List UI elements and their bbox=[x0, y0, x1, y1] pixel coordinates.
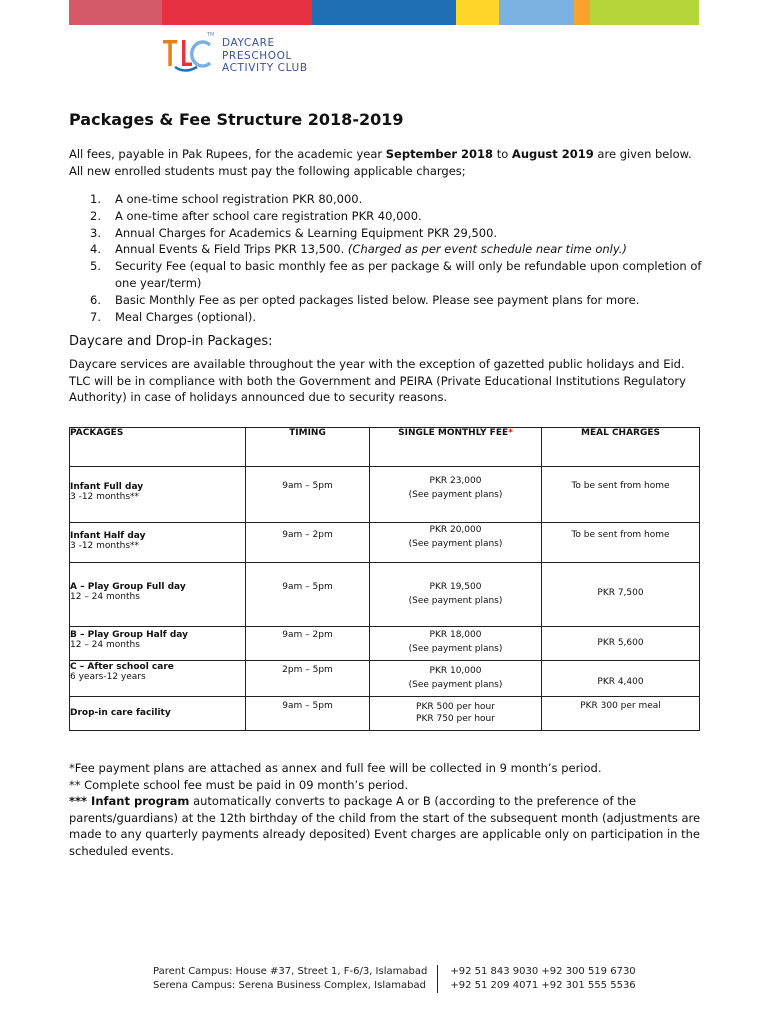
table-row bbox=[70, 563, 700, 627]
logo-line-preschool: PRESCHOOL bbox=[222, 49, 292, 62]
fee-header-asterisk: * bbox=[508, 428, 513, 438]
fee-amount: PKR 10,000 bbox=[429, 666, 482, 676]
footer-phone-2: +92 51 209 4071 +92 301 555 5536 bbox=[450, 980, 636, 991]
meal-cell: PKR 300 per meal bbox=[542, 697, 700, 731]
package-name: Infant Half day bbox=[70, 531, 146, 541]
charge-text: Annual Events & Field Trips PKR 13,500. bbox=[115, 242, 348, 257]
color-band bbox=[574, 0, 590, 25]
package-age: 3 -12 months** bbox=[70, 541, 140, 551]
intro-start-month: September 2018 bbox=[385, 147, 494, 161]
package-age: 12 – 24 months bbox=[70, 640, 140, 650]
list-text bbox=[115, 208, 709, 225]
fee-cell bbox=[370, 697, 542, 731]
charge-text: Meal Charges (optional). bbox=[115, 309, 257, 324]
column-header-timing: TIMING bbox=[246, 428, 370, 467]
intro-text: to bbox=[493, 147, 512, 161]
list-number: 2. bbox=[90, 208, 101, 223]
header-color-bar bbox=[69, 0, 699, 25]
package-cell bbox=[70, 661, 246, 697]
color-band bbox=[499, 0, 574, 25]
tlc-logo bbox=[163, 34, 308, 75]
daycare-heading-colon: : bbox=[268, 334, 273, 349]
list-number: 6. bbox=[90, 292, 101, 307]
intro-line-2: All new enrolled students must pay the following applicable charges; bbox=[69, 163, 466, 178]
logo-text bbox=[222, 37, 308, 75]
fee-amount: PKR 19,500 bbox=[429, 582, 482, 592]
charge-text: Security Fee (equal to basic monthly fee as per package & will only be refundable upon completion of one year/term) bbox=[115, 259, 702, 290]
list-item bbox=[69, 241, 709, 258]
footnote-infant-program bbox=[69, 793, 709, 859]
meal-cell: To be sent from home bbox=[542, 523, 700, 563]
fee-plan: (See payment plans) bbox=[408, 490, 503, 500]
table-row bbox=[70, 697, 700, 731]
meal-cell: PKR 5,600 bbox=[542, 627, 700, 661]
list-text bbox=[115, 258, 709, 292]
list-text bbox=[115, 309, 709, 326]
column-header-meal: MEAL CHARGES bbox=[542, 428, 700, 467]
footer-addresses bbox=[153, 965, 438, 993]
table-row bbox=[70, 627, 700, 661]
footer-parent-campus: Parent Campus: House #37, Street 1, F-6/3, Islamabad bbox=[153, 966, 428, 977]
timing-cell: 2pm – 5pm bbox=[246, 661, 370, 697]
fee-amount: PKR 18,000 bbox=[429, 630, 482, 640]
color-band bbox=[312, 0, 456, 25]
list-item bbox=[69, 191, 709, 208]
logo-line-daycare: DAYCARE bbox=[222, 37, 275, 49]
color-band bbox=[69, 0, 162, 25]
charge-text: Annual Charges for Academics & Learning Equipment PKR 29,500. bbox=[115, 225, 498, 240]
package-name: C – After school care bbox=[70, 662, 174, 672]
infant-program-text: automatically converts to package A or B (according to the preference of the parents/guardians) at the 12th birthday of the child from the start of the subsequent month (adjustments are made to any quarterly payments already deposited) Event charges are applicable only on participation in the scheduled events. bbox=[69, 794, 701, 858]
charge-note: (Charged as per event schedule near time only.) bbox=[347, 242, 627, 257]
intro-end-month: August 2019 bbox=[511, 147, 594, 161]
column-header-packages: PACKAGES bbox=[70, 428, 246, 467]
list-text bbox=[115, 225, 709, 242]
table-row bbox=[70, 523, 700, 563]
list-number: 3. bbox=[90, 225, 101, 240]
list-text bbox=[115, 292, 709, 309]
list-item bbox=[69, 258, 709, 292]
charge-text: A one-time school registration PKR 80,000. bbox=[115, 192, 363, 206]
packages-table bbox=[69, 427, 700, 731]
logo-mark bbox=[163, 34, 215, 74]
fee-header-text: SINGLE MONTHLY FEE bbox=[398, 428, 509, 438]
package-cell bbox=[70, 697, 246, 731]
package-cell bbox=[70, 467, 246, 523]
intro-text: are given below. bbox=[593, 147, 692, 161]
fee-cell bbox=[370, 467, 542, 523]
color-band bbox=[590, 0, 699, 25]
list-text bbox=[115, 191, 709, 208]
package-name: B – Play Group Half day bbox=[70, 630, 188, 640]
column-header-fee bbox=[370, 428, 542, 467]
daycare-heading bbox=[69, 334, 273, 349]
table-row bbox=[70, 467, 700, 523]
table-row bbox=[70, 661, 700, 697]
meal-cell: PKR 7,500 bbox=[542, 563, 700, 627]
logo-line-activity-club: ACTIVITY CLUB bbox=[222, 62, 308, 74]
page-title: Packages & Fee Structure 2018-2019 bbox=[69, 110, 404, 129]
meal-cell: PKR 4,400 bbox=[542, 661, 700, 697]
intro-paragraph bbox=[69, 146, 709, 179]
footer-phones bbox=[438, 965, 635, 993]
package-name: A – Play Group Full day bbox=[70, 582, 186, 592]
daycare-heading-text: Daycare and Drop-in Packages bbox=[69, 334, 269, 349]
fee-plan: (See payment plans) bbox=[408, 596, 503, 606]
infant-program-label: *** Infant program bbox=[69, 794, 190, 808]
package-cell bbox=[70, 563, 246, 627]
fee-amount: PKR 20,000 bbox=[429, 525, 482, 535]
fee-amount: PKR 23,000 bbox=[429, 476, 482, 486]
table-header-row bbox=[70, 428, 700, 467]
list-item bbox=[69, 309, 709, 326]
color-band bbox=[456, 0, 499, 25]
timing-cell: 9am – 5pm bbox=[246, 697, 370, 731]
package-cell bbox=[70, 523, 246, 563]
package-age: 12 – 24 months bbox=[70, 592, 140, 602]
intro-text: All fees, payable in Pak Rupees, for the academic year bbox=[69, 147, 386, 161]
timing-cell: 9am – 5pm bbox=[246, 467, 370, 523]
meal-cell: To be sent from home bbox=[542, 467, 700, 523]
fee-plan: (See payment plans) bbox=[408, 539, 503, 549]
list-number: 1. bbox=[90, 192, 101, 206]
charge-text: Basic Monthly Fee as per opted packages listed below. Please see payment plans for more. bbox=[115, 292, 640, 307]
tlc-logo-icon bbox=[163, 34, 215, 74]
color-band bbox=[162, 0, 312, 25]
list-number: 4. bbox=[90, 242, 101, 257]
footnote-payment-plans: *Fee payment plans are attached as annex and full fee will be collected in 9 month’s period. bbox=[69, 761, 602, 775]
package-name: Drop-in care facility bbox=[70, 708, 171, 718]
charges-list bbox=[69, 191, 709, 325]
package-age: 6 years-12 years bbox=[70, 672, 146, 682]
fee-plan: (See payment plans) bbox=[408, 644, 503, 654]
fee-cell bbox=[370, 661, 542, 697]
footnote-school-fee: ** Complete school fee must be paid in 09 month’s period. bbox=[69, 777, 409, 792]
package-age: 3 -12 months** bbox=[70, 492, 140, 502]
list-item bbox=[69, 208, 709, 225]
package-name: Infant Full day bbox=[70, 482, 144, 492]
timing-cell: 9am – 2pm bbox=[246, 627, 370, 661]
timing-cell: 9am – 5pm bbox=[246, 563, 370, 627]
fee-amount: PKR 500 per hour bbox=[416, 702, 495, 712]
fee-drop-in-hourly: PKR 750 per hour bbox=[416, 714, 495, 724]
package-cell bbox=[70, 627, 246, 661]
footer-serena-campus: Serena Campus: Serena Business Complex, Islamabad bbox=[153, 980, 426, 991]
footer-phone-1: +92 51 843 9030 +92 300 519 6730 bbox=[450, 966, 636, 977]
fee-cell bbox=[370, 627, 542, 661]
list-number: 7. bbox=[90, 309, 101, 324]
footnotes bbox=[69, 760, 709, 859]
list-number: 5. bbox=[90, 259, 101, 274]
timing-cell: 9am – 2pm bbox=[246, 523, 370, 563]
list-text bbox=[115, 241, 709, 258]
fee-cell bbox=[370, 563, 542, 627]
list-item bbox=[69, 292, 709, 309]
daycare-description: Daycare services are available throughout the year with the exception of gazetted public holidays and Eid. TLC will be in compliance with both the Government and PEIRA (Private Educational Institutions Regulatory Authority) in case of holidays announced due to security reasons. bbox=[69, 357, 686, 404]
trademark-symbol: TM bbox=[207, 32, 215, 38]
list-item bbox=[69, 225, 709, 242]
charge-text: A one-time after school care registration PKR 40,000. bbox=[115, 208, 422, 223]
fee-cell bbox=[370, 523, 542, 563]
page-footer bbox=[153, 965, 636, 993]
fee-plan: (See payment plans) bbox=[408, 680, 503, 690]
